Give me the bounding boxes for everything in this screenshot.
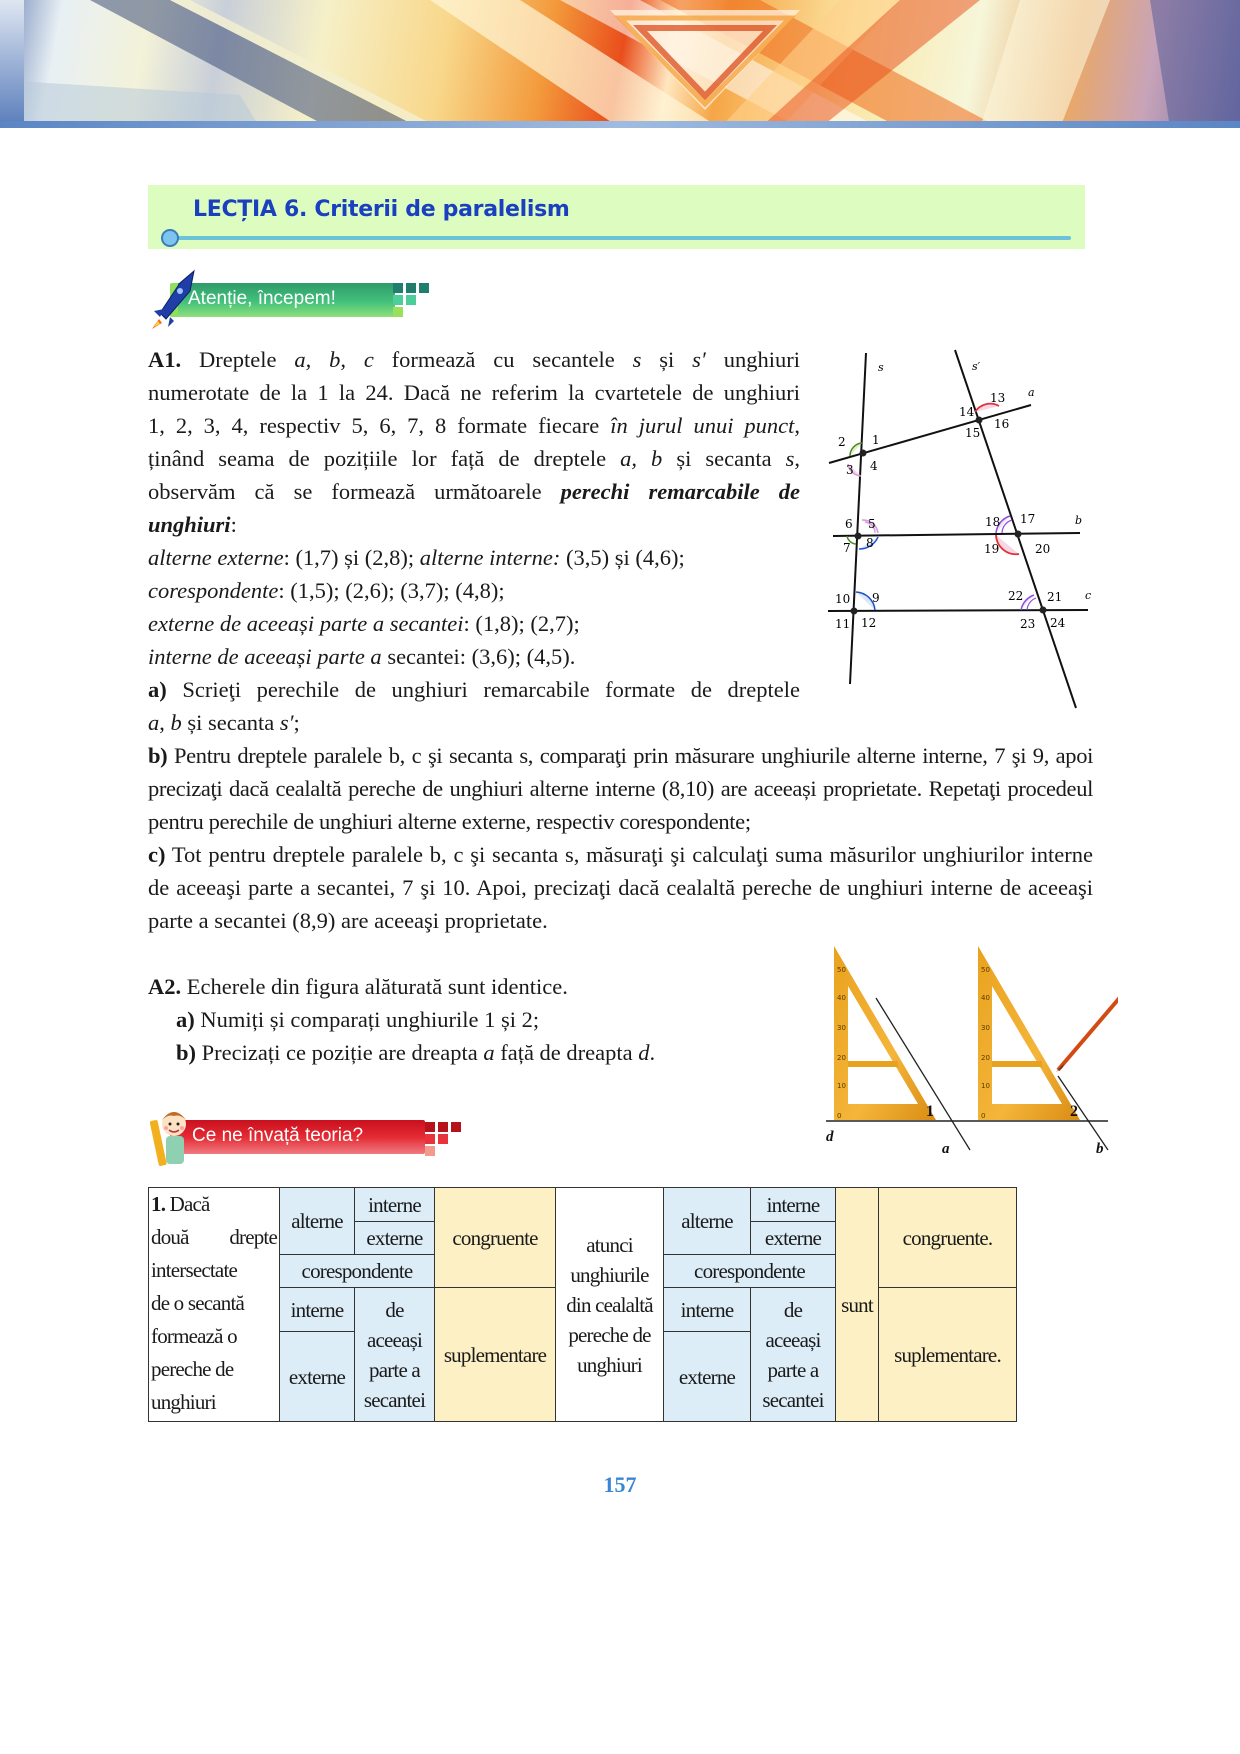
cell-alterne-right: alterne [664,1188,751,1255]
banner-bottom-bar [0,121,1240,128]
svg-text:11: 11 [835,617,851,631]
cell-same-side-right: de aceeași parte a secantei [751,1288,836,1422]
svg-text:16: 16 [994,417,1010,431]
cell-externe-2-right: externe [664,1332,751,1422]
decor-square [425,1122,435,1132]
banner-image [0,0,1240,128]
svg-text:c: c [1085,589,1092,602]
svg-text:4: 4 [870,459,878,473]
a1-task-b: b) Pentru dreptele paralele b, c şi secanta s, comparaţi prin măsurare unghiurile alterne interne, 7 şi 9, apoi precizaţi dacă cealaltă pereche de unghiuri alterne interne (8,10) are aceeași proprietate. Repetaţi procedeul pentru perechile de unghiuri alterne externe, respectiv corespondente; [148,743,1093,834]
figure-set-squares [818,938,1118,1158]
decor-square [406,295,416,305]
cell-congruente: congruente [435,1188,556,1288]
decor-square [425,1134,435,1144]
badge-label: Atenție, începem! [188,288,336,309]
svg-text:b: b [1075,514,1083,527]
cell-alterne: alterne [280,1188,355,1255]
svg-text:10: 10 [835,592,851,606]
svg-text:3: 3 [846,463,854,477]
svg-text:7: 7 [843,541,851,555]
svg-text:a: a [942,1141,950,1157]
cell-interne-right: interne [751,1188,836,1222]
svg-text:10: 10 [837,1082,846,1090]
header-banner [0,0,1240,128]
decor-square [419,283,429,293]
svg-text:40: 40 [837,994,846,1002]
svg-text:10: 10 [981,1082,990,1090]
a1-label: A1. [148,347,182,372]
decor-square [451,1122,461,1132]
svg-text:14: 14 [959,405,975,419]
svg-text:30: 30 [837,1024,846,1032]
svg-text:s: s [878,361,884,374]
svg-text:12: 12 [861,616,877,630]
a1-task-a: a) Scrieţi perechile de unghiuri remarcabile formate de dreptele [148,677,800,702]
a1-task-c: c) Tot pentru dreptele paralele b, c şi secanta s, măsuraţi şi calculaţi suma măsurilor unghiurilor interne de aceeaşi parte a secantei, 7 şi 10. Apoi, precizaţi dacă cealaltă pereche de unghiuri interne de aceeaşi parte a secantei (8,9) are aceeaşi proprietate. [148,842,1093,933]
section-badge-start [150,283,430,317]
svg-text:24: 24 [1050,616,1066,630]
svg-text:0: 0 [837,1112,842,1120]
cell-corespondente: corespondente [280,1255,435,1288]
badge-label: Ce ne învață teoria? [192,1125,364,1146]
svg-text:50: 50 [837,966,846,974]
cell-sunt: sunt [836,1188,879,1422]
svg-text:6: 6 [845,517,853,531]
title-underline [166,236,1071,240]
cell-interne-2: interne [280,1288,355,1332]
svg-text:17: 17 [1020,512,1036,526]
cell-suplementare-right: suplementare. [879,1288,1017,1422]
pairs-externe-same-side: externe de aceeași parte a secantei: (1,8); (2,7); [148,611,580,636]
lesson-title-box [148,185,1085,249]
condition-cell: 1. Dacă două drepte intersectate de o secantă formează o pereche de unghiuri [149,1188,280,1422]
a1-intro: A1. Dreptele a, b, c formează cu secantele s și s′ unghiuri numerotate de la 1 la 24. Dacă ne referim la cvartetele de unghiuri 1, 2, 3, 4, respectiv 5, 6, 7, 8 formate fiecare în jurul unui punct, ținând seama de pozițiile lor față de dreptele a, b și secanta s, observăm că se formează următoarele perechi remarcabile de unghiuri: alterne externe: (1,7) și (2,8); alterne interne: (3,5) și (4,6); corespondente: (1,5); (2,6); (3,7); (4,8); externe de aceeași parte a secantei: (1,8); (2,7); interne de aceeași parte a secantei: (3,6); (4,5). a) Scrieţi perechile de unghiuri remarcabile formate de dreptele a, b și secanta s′; [148,347,801,735]
svg-text:19: 19 [984,542,1000,556]
svg-text:2: 2 [1070,1103,1078,1120]
figure-lines-secants [820,348,1100,718]
svg-text:20: 20 [981,1054,990,1062]
a2-task-b: b) Precizați ce poziție are dreapta a față de dreapta d. [176,1040,656,1065]
decor-square [438,1122,448,1132]
a1-tasks-bc [148,739,1093,937]
pairs-alterne: alterne externe: (1,7) și (2,8); alterne interne: (3,5) și (4,6); [148,545,685,570]
svg-text:23: 23 [1020,617,1036,631]
title-bullet-dot [161,229,179,247]
cell-externe-2: externe [280,1332,355,1422]
section-badge-theory [150,1120,460,1154]
svg-text:8: 8 [866,536,874,550]
a2-task-a: a) Numiți și comparați unghiurile 1 și 2; [176,1007,540,1032]
svg-text:21: 21 [1047,590,1063,604]
svg-text:22: 22 [1008,589,1024,603]
cell-externe: externe [355,1222,435,1255]
svg-text:2: 2 [838,435,846,449]
decor-square [438,1134,448,1144]
cell-same-side: de aceeași parte a secantei [355,1288,435,1422]
svg-text:9: 9 [872,591,880,605]
cell-interne: interne [355,1188,435,1222]
kid-with-ruler-icon [150,1106,194,1168]
pairs-corespondente: corespondente: (1,5); (2,6); (3,7); (4,8); [148,578,505,603]
svg-text:50: 50 [981,966,990,974]
theory-table [148,1187,1017,1422]
cell-corespondente-right: corespondente [664,1255,836,1288]
decor-square [393,295,403,305]
pairs-interne-same-side: interne de aceeași parte a secantei: (3,6); (4,5). [148,644,576,669]
cell-congruente-right: congruente. [879,1188,1017,1288]
svg-text:1: 1 [872,433,880,447]
a2-block: A2. Echerele din figura alăturată sunt identice. a) Numiți și comparați unghiurile 1 și 2; b) Precizați ce poziție are dreapta a față de dreapta d. [148,970,808,1069]
svg-text:b: b [1096,1141,1104,1157]
svg-text:5: 5 [868,517,876,531]
svg-text:13: 13 [990,391,1006,405]
cell-interne-2-right: interne [664,1288,751,1332]
svg-text:s′: s′ [972,360,981,373]
svg-text:20: 20 [837,1054,846,1062]
svg-text:15: 15 [965,426,981,440]
decor-square [406,283,416,293]
svg-text:0: 0 [981,1112,986,1120]
decor-square [393,283,403,293]
cell-suplementare: suplementare [435,1288,556,1422]
svg-text:40: 40 [981,994,990,1002]
lesson-title: LECȚIA 6. Criterii de paralelism [193,197,570,222]
cell-then: atunci unghiurile din cealaltă pereche de unghiuri [556,1188,664,1422]
page-number: 157 [603,1472,637,1497]
svg-text:1: 1 [926,1103,934,1120]
svg-text:18: 18 [985,515,1001,529]
banner-left-accent [0,0,24,121]
svg-text:20: 20 [1035,542,1051,556]
cell-externe-right: externe [751,1222,836,1255]
decor-square [393,307,403,317]
svg-text:d: d [826,1129,834,1145]
decor-square [425,1146,435,1156]
svg-text:30: 30 [981,1024,990,1032]
svg-text:a: a [1028,386,1035,399]
